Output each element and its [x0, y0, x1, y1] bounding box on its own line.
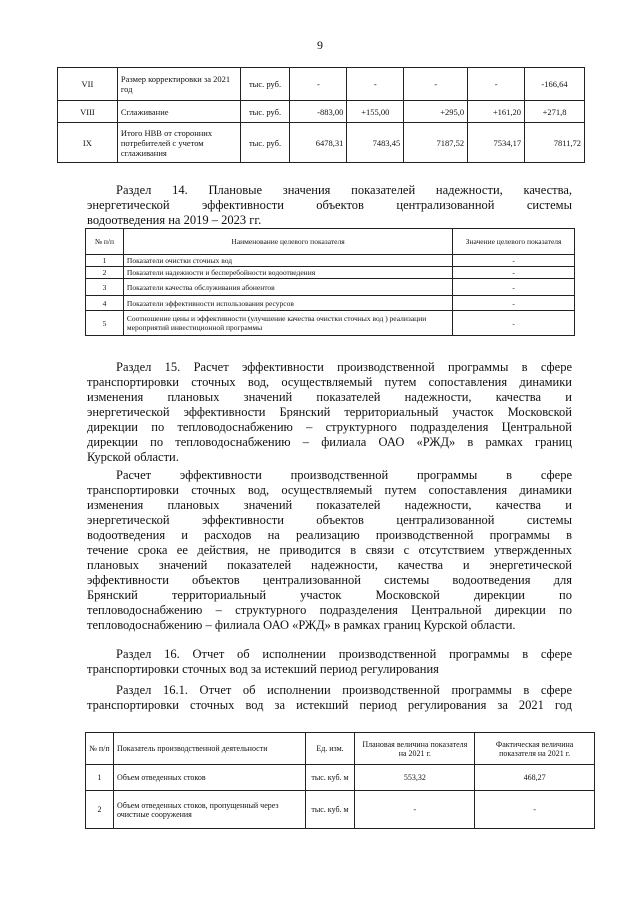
row-name: Объем отведенных стоков, пропущенный через очистные сооружения: [113, 791, 305, 829]
indicators-table: [85, 228, 575, 336]
row-value: -: [453, 255, 575, 267]
row-name: Итого НВВ от сторонних потребителей с учетом сглаживания: [117, 123, 240, 163]
table-row: [58, 68, 585, 101]
column-header: № п/п: [86, 229, 124, 255]
cell-value: 7534,17: [468, 123, 525, 163]
page-number: 9: [317, 38, 323, 52]
cell-value: 7187,52: [404, 123, 468, 163]
table-row: [86, 279, 575, 296]
table-row: [86, 296, 575, 311]
row-unit: тыс. руб.: [240, 101, 290, 123]
row-fact: -: [475, 791, 595, 829]
row-number: 5: [86, 311, 124, 336]
row-value: -: [453, 311, 575, 336]
table-header-row: [86, 229, 575, 255]
cell-value: +271,8: [525, 101, 585, 123]
cell-value: -: [404, 68, 468, 101]
row-number: 1: [86, 255, 124, 267]
cell-value: 7811,72: [525, 123, 585, 163]
financial-table: [57, 67, 585, 163]
row-name: Показатели эффективности использования ресурсов: [123, 296, 452, 311]
cell-value: +161,20: [468, 101, 525, 123]
cell-value: -: [290, 68, 347, 101]
table-row: [86, 255, 575, 267]
row-number: IX: [58, 123, 118, 163]
table-row: [86, 765, 595, 791]
row-plan: 553,32: [355, 765, 475, 791]
column-header: № п/п: [86, 733, 114, 765]
column-header: Значение целевого показателя: [453, 229, 575, 255]
cell-value: -166,64: [525, 68, 585, 101]
row-number: VII: [58, 68, 118, 101]
row-number: 2: [86, 791, 114, 829]
cell-value: +295,0: [404, 101, 468, 123]
cell-value: +155,00: [347, 101, 404, 123]
table-row: [86, 267, 575, 279]
row-name: Сглаживание: [117, 101, 240, 123]
section-16-heading: Раздел 16. Отчет об исполнении производственной программы в сфере транспортировки сточных вод за истекший период регулирования: [87, 647, 572, 676]
row-number: 2: [86, 267, 124, 279]
section-15-body: Расчет эффективности производственной программы в сфере транспортировки сточных вод, осуществляемый путем сопоставления динамики изменения плановых значений показателей надежности, качества и энергетической эффективности объектов централизованной системы водоотведения и расходов на реализацию производственной программы в течение срока ее действия, не приводится в связи с отсутствием утвержденных плановых значений показателей надежности, качества и энергетической эффективности объектов централизованной системы водоотведения для Брянский территориальный участок Московской дирекции по тепловодоснабжению – структурного подразделения Центральной дирекции по тепловодоснабжению – филиала ОАО «РЖД» в рамках границ Курской области.: [87, 468, 572, 632]
cell-value: 7483,45: [347, 123, 404, 163]
row-unit: тыс. руб.: [240, 123, 290, 163]
table-header-row: [86, 733, 595, 765]
table-row: [58, 123, 585, 163]
row-plan: -: [355, 791, 475, 829]
column-header: Фактическая величина показателя на 2021 г.: [475, 733, 595, 765]
row-number: VIII: [58, 101, 118, 123]
row-name: Размер корректировки за 2021 год: [117, 68, 240, 101]
row-number: 4: [86, 296, 124, 311]
cell-value: 6478,31: [290, 123, 347, 163]
column-header: Показатель производственной деятельности: [113, 733, 305, 765]
section-14-heading: Раздел 14. Плановые значения показателей надежности, качества, энергетической эффективности объектов централизованной системы водоотведения на 2019 – 2023 гг.: [87, 183, 572, 227]
row-number: 3: [86, 279, 124, 296]
row-name: Показатели надежности и бесперебойности водоотведения: [123, 267, 452, 279]
report-table: [85, 732, 595, 829]
cell-value: -883,00: [290, 101, 347, 123]
row-value: -: [453, 296, 575, 311]
row-unit: тыс. куб. м: [305, 791, 355, 829]
row-name: Объем отведенных стоков: [113, 765, 305, 791]
column-header: Наименование целевого показателя: [123, 229, 452, 255]
row-name: Показатели очистки сточных вод: [123, 255, 452, 267]
row-name: Показатели качества обслуживания абонентов: [123, 279, 452, 296]
row-value: -: [453, 267, 575, 279]
cell-value: -: [468, 68, 525, 101]
row-unit: тыс. куб. м: [305, 765, 355, 791]
table-row: [58, 101, 585, 123]
cell-value: -: [347, 68, 404, 101]
row-unit: тыс. руб.: [240, 68, 290, 101]
column-header: Ед. изм.: [305, 733, 355, 765]
row-fact: 468,27: [475, 765, 595, 791]
section-16-1-heading: Раздел 16.1. Отчет об исполнении производственной программы в сфере транспортировки сточных вод за истекший период регулирования за 2021 год: [87, 683, 572, 712]
row-name: Соотношение цены и эффективности (улучшение качества очистки сточных вод ) реализации мероприятий инвестиционной программы: [123, 311, 452, 336]
column-header: Плановая величина показателя на 2021 г.: [355, 733, 475, 765]
table-row: [86, 311, 575, 336]
table-row: [86, 791, 595, 829]
row-value: -: [453, 279, 575, 296]
row-number: 1: [86, 765, 114, 791]
section-15-paragraph: Раздел 15. Расчет эффективности производственной программы в сфере транспортировки сточных вод, осуществляемый путем сопоставления динамики изменения плановых значений показателей надежности, качества и энергетической эффективности Брянский территориальный участок Московской дирекции по тепловодоснабжению – структурного подразделения Центральной дирекции по тепловодоснабжению – филиала ОАО «РЖД» в рамках границ Курской области.: [87, 360, 572, 464]
